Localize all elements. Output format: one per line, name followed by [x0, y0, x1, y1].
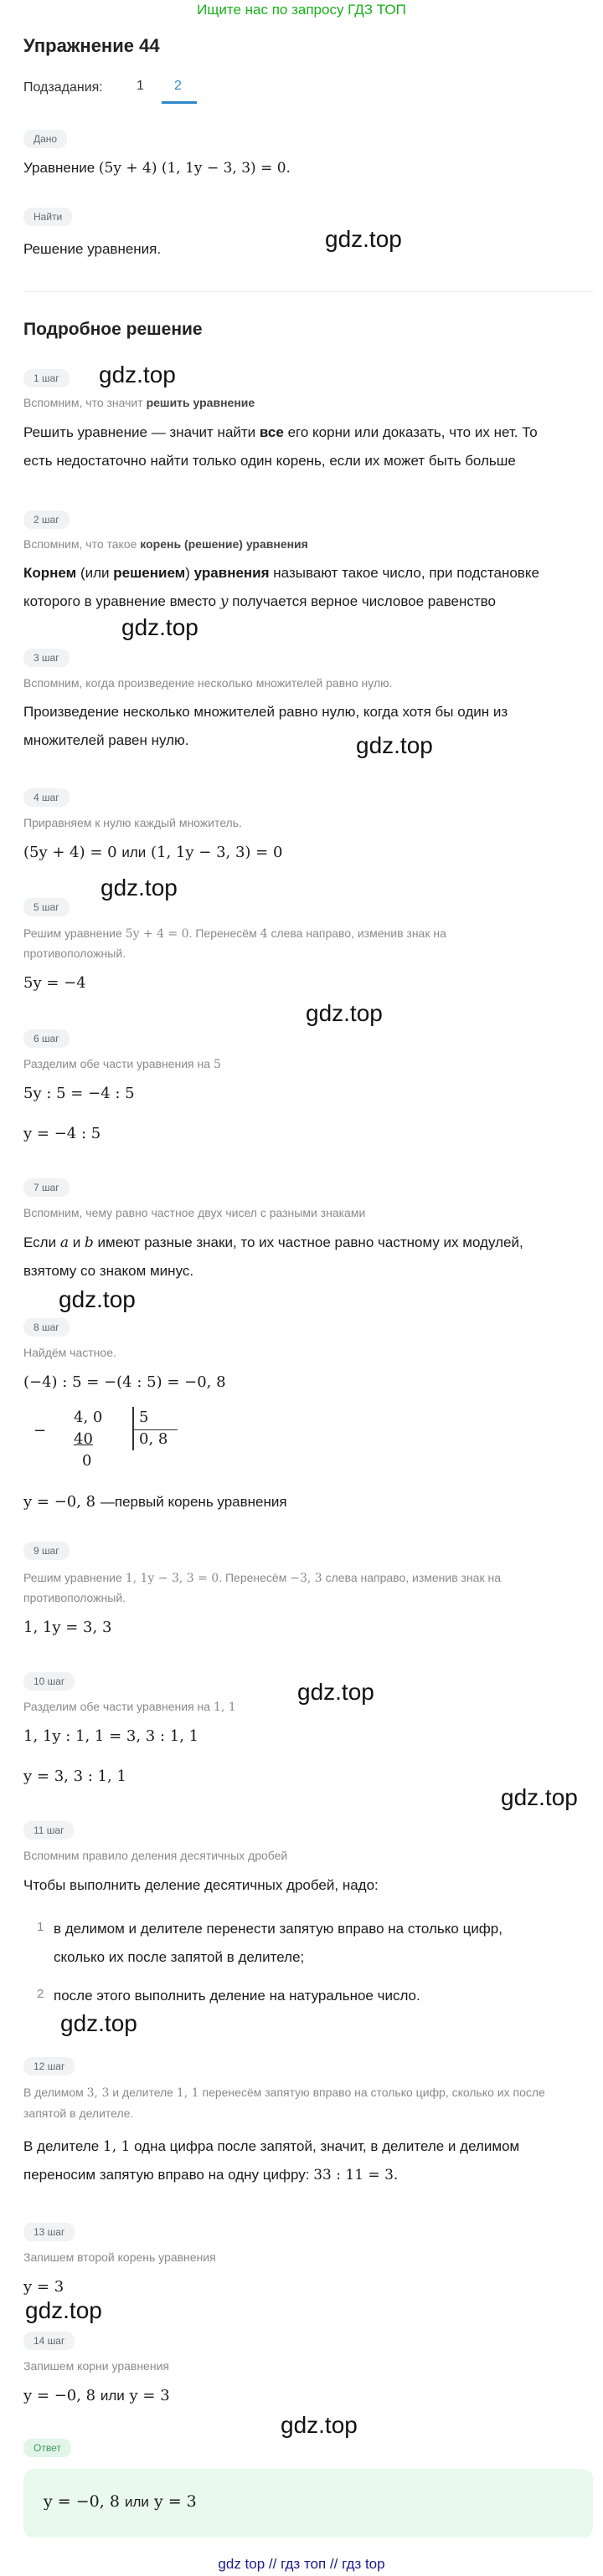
active-tab-underline: [162, 101, 197, 104]
step-note: Запишем корни уравнения: [23, 2359, 169, 2373]
step-text: есть недостаточно найти только один корень, если их может быть больше: [23, 453, 516, 469]
watermark: gdz.top: [59, 1286, 136, 1312]
step-text: В делителе 1, 1 одна цифра после запятой, значит, в делителе и делимом: [23, 2138, 520, 2155]
answer-text: y = −0, 8 или y = 3: [44, 2492, 197, 2511]
division-minus: −: [34, 1422, 47, 1439]
given-text: Уравнение (5y + 4) (1, 1y − 3, 3) = 0.: [23, 160, 291, 177]
step-math: 1, 1y = 3, 3: [23, 1619, 112, 1636]
step-text: Решить уравнение — значит найти все его корни или доказать, что их нет. То: [23, 424, 538, 440]
subtask-tab-2[interactable]: 2: [174, 79, 182, 93]
watermark: gdz.top: [60, 2010, 137, 2036]
step-note: Вспомним, что такое корень (решение) уравнения: [23, 537, 308, 551]
step-math: (−4) : 5 = −(4 : 5) = −0, 8: [23, 1373, 226, 1391]
step-math: 5y : 5 = −4 : 5: [23, 1085, 135, 1102]
division-vertical-line: [132, 1407, 134, 1450]
step-chip: 7 шаг: [23, 1178, 70, 1197]
step-text: множителей равен нулю.: [23, 732, 189, 748]
step-text: Произведение несколько множителей равно нулю, когда хотя бы один из: [23, 704, 508, 720]
list-item: 1: [37, 1920, 44, 1934]
division-divisor: 5: [139, 1409, 149, 1426]
division-dividend: 4, 0: [74, 1409, 103, 1426]
step-chip: 4 шаг: [23, 788, 70, 807]
watermark: gdz.top: [501, 1784, 578, 1810]
step-note: Решим уравнение 1, 1y − 3, 3 = 0. Перенесём −3, 3 слева направо, изменив знак на: [23, 1571, 502, 1585]
step-math: (5y + 4) = 0 или (1, 1y − 3, 3) = 0: [23, 844, 283, 861]
step-note: Вспомним, когда произведение несколько множителей равно нулю.: [23, 676, 393, 690]
step-math: y = −0, 8 —первый корень уравнения: [23, 1493, 287, 1511]
step-note: Разделим обе части уравнения на 1, 1: [23, 1700, 236, 1714]
division-subtrahend: 40: [74, 1430, 93, 1448]
division-remainder: 0: [82, 1452, 92, 1470]
step-note: Приравняем к нулю каждый множитель.: [23, 816, 242, 829]
step-note: Решим уравнение 5y + 4 = 0. Перенесём 4 слева направо, изменив знак на: [23, 926, 446, 941]
watermark: gdz.top: [306, 1000, 383, 1026]
step-math: y = −4 : 5: [23, 1125, 101, 1142]
step-math: y = 3, 3 : 1, 1: [23, 1768, 126, 1785]
long-division: [34, 1409, 184, 1484]
watermark: gdz.top: [100, 875, 178, 901]
find-text: Решение уравнения.: [23, 241, 162, 257]
division-quotient: 0, 8: [139, 1430, 168, 1448]
step-chip: 9 шаг: [23, 1542, 70, 1560]
step-chip: 2 шаг: [23, 511, 70, 529]
list-item: 2: [37, 1987, 44, 2001]
step-chip: 1 шаг: [23, 369, 70, 387]
step-text: переносим запятую вправо на одну цифру: 33 : 11 = 3.: [23, 2167, 399, 2183]
step-note: Запишем второй корень уравнения: [23, 2250, 216, 2264]
step-chip: 10 шаг: [23, 1672, 75, 1691]
watermark: gdz.top: [297, 1679, 374, 1705]
footer-links[interactable]: gdz top // гдз топ // гдз top: [218, 2556, 385, 2572]
step-note: Разделим обе части уравнения на 5: [23, 1057, 221, 1071]
step-note: В делимом 3, 3 и делителе 1, 1 перенесём запятую вправо на столько цифр, сколько их после запятой в делителе.: [23, 2086, 545, 2120]
step-math: y = 3: [23, 2278, 64, 2296]
find-chip: Найти: [23, 208, 72, 226]
step-math: 1, 1y : 1, 1 = 3, 3 : 1, 1: [23, 1727, 199, 1745]
list-item-text: после этого выполнить деление на натуральное число.: [54, 1988, 420, 2004]
step-math: y = −0, 8 или y = 3: [23, 2387, 170, 2404]
solution-title: Подробное решение: [23, 320, 203, 339]
answer-chip: Ответ: [23, 2439, 71, 2457]
given-chip: Дано: [23, 130, 67, 148]
subtask-tab-1[interactable]: 1: [137, 79, 144, 93]
given-formula: (5y + 4) (1, 1y − 3, 3) = 0.: [98, 160, 291, 177]
step-chip: 12 шаг: [23, 2057, 75, 2076]
section-divider: [23, 291, 593, 292]
step-text: которого в уравнение вместо y получается верное числовое равенство: [23, 593, 496, 610]
step-text: Корнем (или решением) уравнения называют такое число, при подстановке: [23, 565, 539, 581]
step-chip: 5 шаг: [23, 898, 70, 916]
step-chip: 6 шаг: [23, 1029, 70, 1048]
watermark: gdz.top: [121, 614, 198, 640]
step-note: Вспомним, что значит решить уравнение: [23, 396, 255, 409]
step-note: противоположный.: [23, 1591, 126, 1604]
step-text: взятому со знаком минус.: [23, 1263, 194, 1279]
step-note: Вспомним, чему равно частное двух чисел с разными знаками: [23, 1206, 366, 1219]
subtasks-label: Подзадания:: [23, 80, 103, 95]
watermark: gdz.top: [281, 2412, 358, 2438]
step-math: 5y = −4: [23, 974, 86, 992]
step-chip: 14 шаг: [23, 2332, 75, 2350]
watermark: gdz.top: [356, 732, 433, 758]
watermark: gdz.top: [99, 362, 176, 387]
watermark: gdz.top: [325, 226, 402, 252]
step-text: Если a и b имеют разные знаки, то их частное равно частному их модулей,: [23, 1234, 523, 1251]
step-note: противоположный.: [23, 947, 126, 960]
list-item-text: в делимом и делителе перенести запятую вправо на столько цифр,: [54, 1921, 502, 1937]
step-text: Чтобы выполнить деление десятичных дробей, надо:: [23, 1877, 379, 1893]
step-note: Найдём частное.: [23, 1346, 116, 1359]
step-chip: 3 шаг: [23, 649, 70, 667]
watermark: gdz.top: [25, 2297, 102, 2323]
step-chip: 13 шаг: [23, 2223, 75, 2241]
step-chip: 11 шаг: [23, 1821, 74, 1840]
top-banner-link[interactable]: Ищите нас по запросу ГДЗ ТОП: [197, 2, 406, 18]
page-title: Упражнение 44: [23, 35, 160, 56]
step-chip: 8 шаг: [23, 1318, 70, 1337]
list-item-text: сколько их после запятой в делителе;: [54, 1949, 305, 1965]
step-note: Вспомним правило деления десятичных дробей: [23, 1849, 288, 1862]
